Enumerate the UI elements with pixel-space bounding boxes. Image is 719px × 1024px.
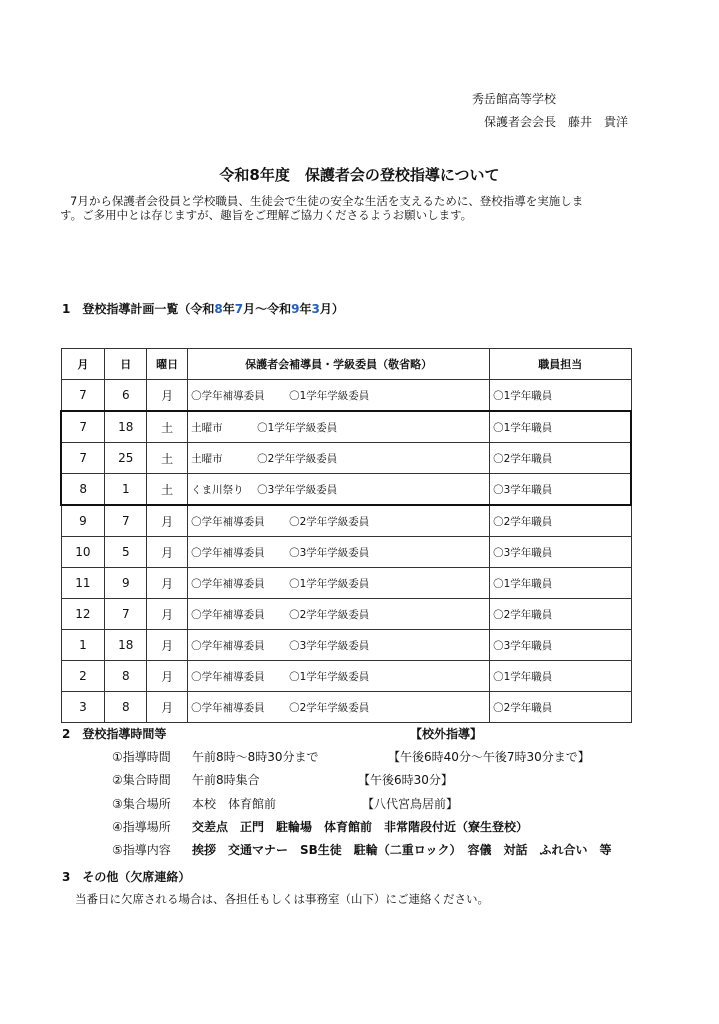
table-row bbox=[61, 380, 631, 412]
table-row bbox=[61, 661, 631, 692]
section-1-month-end: 3 bbox=[311, 302, 320, 316]
cell-day: 8 bbox=[105, 692, 147, 723]
guardian-primary: 土曜市 bbox=[191, 452, 223, 465]
guardian-primary: 〇学年補導委員 bbox=[191, 639, 265, 652]
cell-day: 8 bbox=[105, 661, 147, 692]
section-1-prefix: 1 登校指導計画一覧（令和 bbox=[62, 302, 215, 316]
cell-month: 7 bbox=[61, 411, 105, 443]
cell-weekday: 月 bbox=[147, 505, 188, 537]
header-day: 日 bbox=[105, 349, 147, 380]
cell-guardians bbox=[188, 630, 490, 661]
guidance-item-meeting-time bbox=[112, 771, 260, 788]
cell-staff: 〇3学年職員 bbox=[490, 630, 631, 661]
table-row bbox=[61, 505, 631, 537]
cell-staff: 〇2学年職員 bbox=[490, 599, 631, 630]
item-value: 午前8時～8時30分まで bbox=[192, 750, 319, 764]
cell-guardians bbox=[188, 692, 490, 723]
cell-staff: 〇1学年職員 bbox=[490, 380, 631, 412]
cell-month: 9 bbox=[61, 505, 105, 537]
header-staff: 職員担当 bbox=[490, 349, 631, 380]
cell-day: 18 bbox=[105, 411, 147, 443]
cell-weekday: 月 bbox=[147, 661, 188, 692]
item-value: 挨拶 交通マナー SB生徒 駐輪（二重ロック） 容儀 対話 ふれ合い 等 bbox=[192, 843, 612, 857]
cell-guardians bbox=[188, 661, 490, 692]
section-2-heading: 2 登校指導時間等 bbox=[62, 727, 167, 741]
cell-staff: 〇2学年職員 bbox=[490, 692, 631, 723]
guardian-primary: くま川祭り bbox=[191, 483, 244, 496]
outside-meeting-place: 【八代宮鳥居前】 bbox=[362, 797, 459, 811]
cell-month: 3 bbox=[61, 692, 105, 723]
cell-staff: 〇2学年職員 bbox=[490, 505, 631, 537]
item-label: ①指導時間 bbox=[112, 750, 171, 764]
intro-line-1: 7月から保護者会役員と学校職員、生徒会で生徒の安全な生活を支えるために、登校指導を実施しま bbox=[70, 194, 584, 208]
item-label: ③集合場所 bbox=[112, 797, 171, 811]
guardian-secondary: 〇2学年学級委員 bbox=[289, 701, 370, 714]
section-1-mid-1: 年 bbox=[222, 302, 235, 316]
guardian-secondary: 〇1学年学級委員 bbox=[289, 389, 370, 402]
schedule-table bbox=[60, 348, 632, 723]
cell-month: 1 bbox=[61, 630, 105, 661]
table-row bbox=[61, 630, 631, 661]
sender-signature: 保護者会会長 藤井 貴洋 bbox=[484, 115, 629, 129]
guidance-item-content bbox=[112, 841, 612, 858]
guidance-item-meeting-place bbox=[112, 795, 276, 812]
sender-school: 秀岳館高等学校 bbox=[472, 92, 557, 106]
cell-month: 8 bbox=[61, 474, 105, 506]
section-3-heading: 3 その他（欠席連絡） bbox=[62, 870, 191, 884]
item-value: 午前8時集合 bbox=[192, 773, 260, 787]
cell-weekday: 土 bbox=[147, 443, 188, 474]
section-1-heading bbox=[62, 300, 344, 317]
cell-staff: 〇1学年職員 bbox=[490, 568, 631, 599]
guardian-secondary: 〇3学年学級委員 bbox=[257, 483, 338, 496]
cell-guardians bbox=[188, 599, 490, 630]
outside-time: 【午後6時40分～午後7時30分まで】 bbox=[388, 750, 590, 764]
cell-day: 7 bbox=[105, 599, 147, 630]
guardian-primary: 〇学年補導委員 bbox=[191, 515, 265, 528]
item-value: 本校 体育館前 bbox=[192, 797, 277, 811]
cell-weekday: 月 bbox=[147, 380, 188, 412]
intro-line-2: す。ご多用中とは存じますが、趣旨をご理解ご協力くださるようお願いします。 bbox=[60, 208, 473, 222]
cell-day: 25 bbox=[105, 443, 147, 474]
cell-staff: 〇3学年職員 bbox=[490, 474, 631, 506]
guidance-item-time bbox=[112, 748, 319, 765]
cell-weekday: 土 bbox=[147, 411, 188, 443]
cell-day: 18 bbox=[105, 630, 147, 661]
cell-day: 7 bbox=[105, 505, 147, 537]
guardian-secondary: 〇3学年学級委員 bbox=[289, 639, 370, 652]
cell-guardians bbox=[188, 443, 490, 474]
absence-note: 当番日に欠席される場合は、各担任もしくは事務室（山下）にご連絡ください。 bbox=[75, 892, 489, 906]
guidance-item-locations bbox=[112, 818, 528, 835]
section-1-mid-3: 年 bbox=[299, 302, 312, 316]
guardian-secondary: 〇2学年学級委員 bbox=[289, 515, 370, 528]
cell-weekday: 土 bbox=[147, 474, 188, 506]
guardian-secondary: 〇1学年学級委員 bbox=[257, 421, 338, 434]
guardian-primary: 〇学年補導委員 bbox=[191, 577, 265, 590]
section-1-mid-2: 月～令和 bbox=[243, 302, 292, 316]
cell-month: 7 bbox=[61, 443, 105, 474]
section-1-month-start: 7 bbox=[234, 302, 244, 316]
section-1-year-start: 8 bbox=[214, 302, 223, 316]
cell-month: 2 bbox=[61, 661, 105, 692]
cell-staff: 〇3学年職員 bbox=[490, 537, 631, 568]
cell-guardians bbox=[188, 380, 490, 412]
table-row bbox=[61, 692, 631, 723]
guardian-secondary: 〇3学年学級委員 bbox=[289, 546, 370, 559]
cell-month: 10 bbox=[61, 537, 105, 568]
guardian-primary: 土曜市 bbox=[191, 421, 223, 434]
header-guardians: 保護者会補導員・学級委員（敬省略） bbox=[188, 349, 490, 380]
intro-paragraph bbox=[60, 194, 650, 222]
header-month: 月 bbox=[61, 349, 105, 380]
guardian-secondary: 〇1学年学級委員 bbox=[289, 577, 370, 590]
item-label: ②集合時間 bbox=[112, 773, 171, 787]
table-row bbox=[61, 599, 631, 630]
cell-guardians bbox=[188, 474, 490, 506]
document-title: 令和8年度 保護者会の登校指導について bbox=[219, 166, 500, 184]
cell-guardians bbox=[188, 411, 490, 443]
cell-day: 6 bbox=[105, 380, 147, 412]
guardian-secondary: 〇2学年学級委員 bbox=[257, 452, 338, 465]
cell-month: 7 bbox=[61, 380, 105, 412]
item-label: ⑤指導内容 bbox=[112, 843, 171, 857]
guardian-primary: 〇学年補導委員 bbox=[191, 389, 265, 402]
cell-weekday: 月 bbox=[147, 568, 188, 599]
header-weekday: 曜日 bbox=[147, 349, 188, 380]
cell-weekday: 月 bbox=[147, 692, 188, 723]
outside-guidance-heading: 【校外指導】 bbox=[410, 727, 483, 741]
guardian-primary: 〇学年補導委員 bbox=[191, 670, 265, 683]
cell-staff: 〇1学年職員 bbox=[490, 411, 631, 443]
guardian-primary: 〇学年補導委員 bbox=[191, 546, 265, 559]
guardian-primary: 〇学年補導委員 bbox=[191, 608, 265, 621]
outside-meeting-time: 【午後6時30分】 bbox=[358, 773, 453, 787]
table-row bbox=[61, 474, 631, 506]
table-row bbox=[61, 568, 631, 599]
guardian-secondary: 〇1学年学級委員 bbox=[289, 670, 370, 683]
item-value: 交差点 正門 駐輪場 体育館前 非常階段付近（寮生登校） bbox=[192, 820, 529, 834]
table-row bbox=[61, 443, 631, 474]
guardian-secondary: 〇2学年学級委員 bbox=[289, 608, 370, 621]
cell-weekday: 月 bbox=[147, 537, 188, 568]
cell-guardians bbox=[188, 505, 490, 537]
cell-month: 12 bbox=[61, 599, 105, 630]
table-row bbox=[61, 537, 631, 568]
cell-weekday: 月 bbox=[147, 599, 188, 630]
table-row bbox=[61, 411, 631, 443]
item-label: ④指導場所 bbox=[112, 820, 171, 834]
cell-day: 9 bbox=[105, 568, 147, 599]
section-1-year-end: 9 bbox=[291, 302, 300, 316]
cell-day: 5 bbox=[105, 537, 147, 568]
cell-guardians bbox=[188, 537, 490, 568]
section-1-suffix: 月） bbox=[319, 302, 344, 316]
cell-guardians bbox=[188, 568, 490, 599]
cell-weekday: 月 bbox=[147, 630, 188, 661]
cell-staff: 〇2学年職員 bbox=[490, 443, 631, 474]
table-header-row bbox=[61, 349, 631, 380]
cell-month: 11 bbox=[61, 568, 105, 599]
cell-day: 1 bbox=[105, 474, 147, 506]
cell-staff: 〇1学年職員 bbox=[490, 661, 631, 692]
guardian-primary: 〇学年補導委員 bbox=[191, 701, 265, 714]
